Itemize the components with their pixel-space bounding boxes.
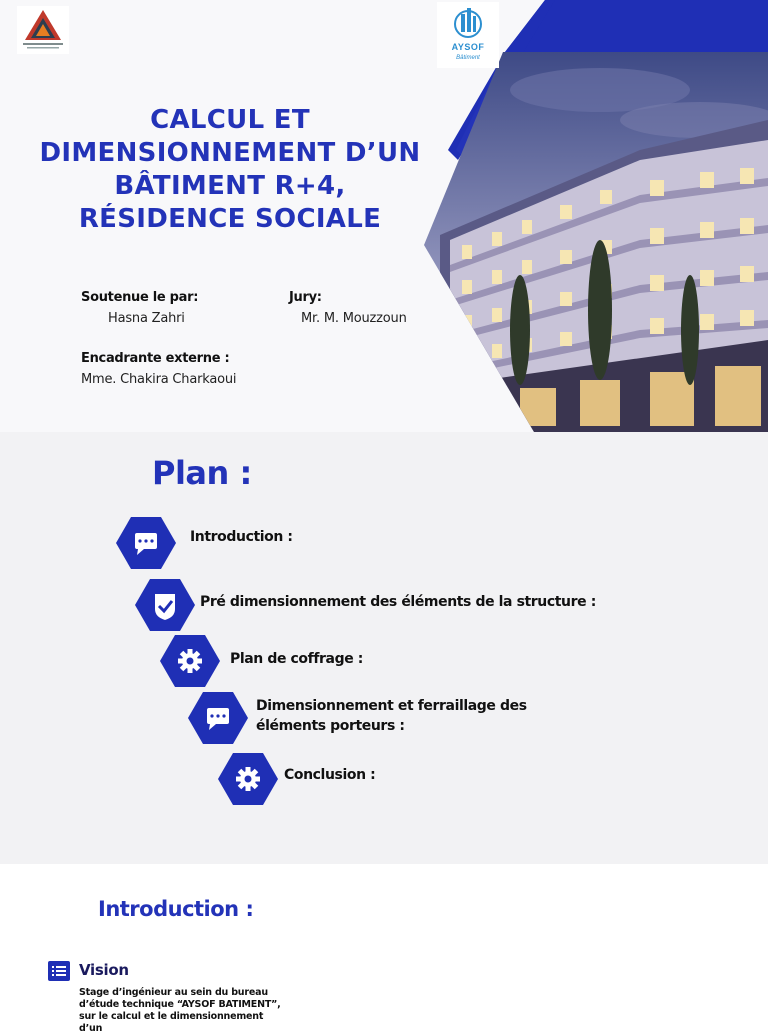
title-line: CALCUL ET (150, 105, 310, 135)
vision-text: Stage d’ingénieur au sein du bureau d’étude technique “AYSOF BATIMENT”, sur le calcul et le dimensionnement d’un (79, 987, 281, 1034)
title-line: DIMENSIONNEMENT D’UN (39, 138, 421, 168)
plan-item-formwork: Plan de coffrage : (230, 651, 363, 667)
supervisor-label: Encadrante externe : (81, 351, 230, 366)
title-slide (0, 0, 768, 432)
presented-by-label: Soutenue le par: (81, 290, 199, 305)
plan-item-reinforcement: Dimensionnement et ferraillage des éléments porteurs : (256, 698, 527, 734)
chat-icon (116, 517, 176, 569)
title-line: RÉSIDENCE SOCIALE (78, 204, 382, 234)
check-shield-icon (135, 579, 195, 631)
chat-icon (188, 692, 248, 744)
jury-label: Jury: (289, 290, 322, 305)
presentation-title (30, 104, 430, 236)
plan-item-pre-dimensioning: Pré dimensionnement des éléments de la structure : (200, 594, 596, 610)
introduction-slide (0, 864, 768, 1034)
presented-by-value: Hasna Zahri (108, 311, 185, 326)
jury-value: Mr. M. Mouzzoun (301, 311, 407, 326)
vision-label: Vision (79, 961, 129, 979)
list-icon (48, 961, 70, 981)
school-logo-icon (17, 6, 69, 54)
plan-item-conclusion: Conclusion : (284, 767, 376, 783)
gear-icon (160, 635, 220, 687)
plan-slide (0, 432, 768, 864)
plan-item-introduction: Introduction : (190, 529, 293, 545)
company-logo (437, 2, 499, 68)
plan-title: Plan : (152, 454, 252, 492)
title-line: BÂTIMENT R+4, (114, 171, 346, 201)
company-logo-name: AYSOF (451, 42, 485, 52)
introduction-title: Introduction : (98, 897, 254, 921)
gear-icon (218, 753, 278, 805)
company-logo-icon (437, 2, 499, 42)
supervisor-value: Mme. Chakira Charkaoui (81, 372, 237, 387)
company-logo-subtitle: Bâtiment (456, 55, 480, 61)
